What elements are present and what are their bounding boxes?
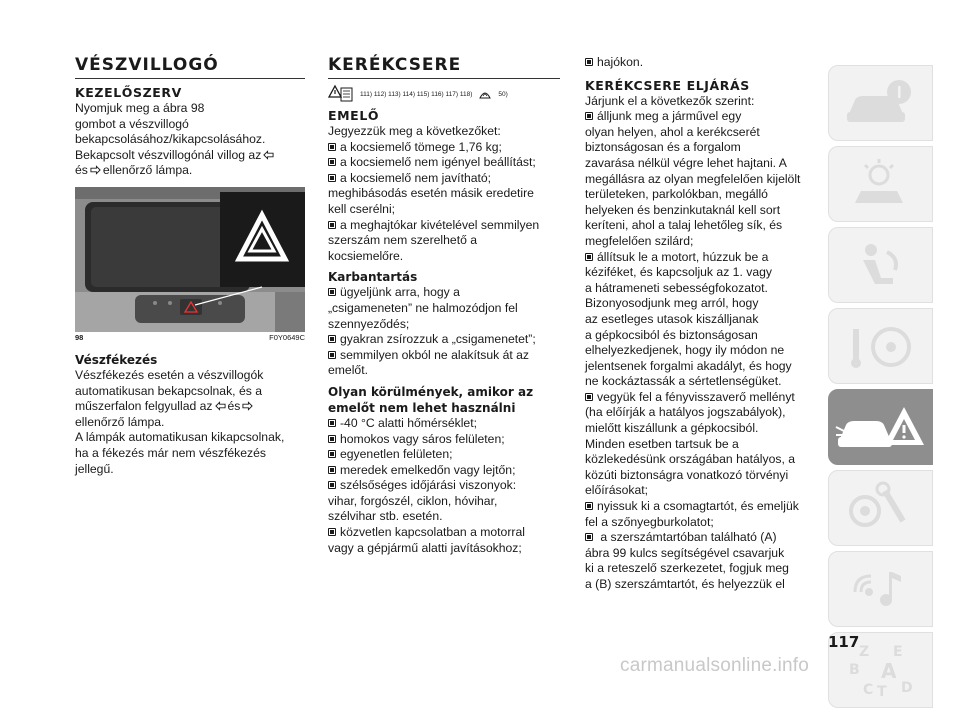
paragraph-line: biztonságosan és a forgalom <box>585 140 741 155</box>
multimedia-icon <box>841 562 921 617</box>
bullet-icon <box>328 528 336 536</box>
paragraph-line: automatikusan bekapcsolnak, és a <box>75 383 262 398</box>
bullet-icon <box>328 288 336 296</box>
bullet-icon <box>328 221 336 229</box>
list-item <box>328 447 560 463</box>
paragraph-line: ellenőrző lámpa. <box>75 414 165 429</box>
list-item <box>328 478 560 494</box>
figure-number: 98 <box>75 332 84 342</box>
seat-airbag-icon <box>841 238 921 293</box>
subheading-karbantartas: Karbantartás <box>328 270 418 285</box>
text: gyakran zsírozzuk a „csigamenetet”; <box>340 332 536 347</box>
paragraph-line: helyeken és benzinkutaknál kell sort <box>585 202 781 217</box>
paragraph-line <box>75 163 305 179</box>
car-warning-triangle-icon <box>836 397 926 457</box>
list-item <box>585 390 817 406</box>
bullet-icon <box>585 533 593 541</box>
engine-light-icon <box>841 157 921 212</box>
paragraph-line: ábra 99 kulcs segítségével csavarjuk <box>585 545 785 560</box>
environment-icon <box>478 89 492 99</box>
text: állítsuk le a motort, húzzuk be a <box>597 249 769 264</box>
text: homokos vagy sáros felületen; <box>340 431 505 446</box>
tab-maintenance[interactable] <box>828 470 933 546</box>
paragraph-line <box>75 399 305 415</box>
paragraph-line: a gépkocsiból és biztonságosan <box>585 327 758 342</box>
bullet-icon <box>585 58 593 66</box>
bullet-icon <box>585 112 593 120</box>
subheading-kezeloszerv: KEZELŐSZERV <box>75 85 182 100</box>
svg-text:D: D <box>900 680 913 696</box>
text: meredek emelkedőn vagy lejtőn; <box>340 462 516 477</box>
paragraph-line: emelőt. <box>328 363 368 378</box>
paragraph-line: jelentsenek forgalmi akadályt, és hogy <box>585 358 792 373</box>
text: és <box>75 163 88 178</box>
list-item <box>328 348 560 364</box>
bullet-icon <box>328 435 336 443</box>
paragraph-line: a (B) szerszámtartót, és helyezzük el <box>585 577 785 591</box>
svg-text:B: B <box>848 662 860 678</box>
list-item <box>328 332 560 348</box>
turn-signal-right-icon <box>242 401 253 411</box>
text: a szerszámtartóban található (A) <box>597 530 777 545</box>
list-item <box>328 463 560 479</box>
list-item <box>585 530 817 546</box>
paragraph-line: bekapcsolásához/kikapcsolásához. <box>75 132 266 147</box>
paragraph-line: zavarása nélkül végre lehet hajtani. A <box>585 155 787 170</box>
bullet-icon <box>585 253 593 261</box>
subheading-olyan-korulmenyek <box>328 384 560 416</box>
tab-starting[interactable] <box>828 308 933 384</box>
chapter-tab-sidebar <box>828 65 933 713</box>
section-title-kerekcsere: KERÉKCSERE <box>328 55 462 75</box>
bullet-icon <box>328 158 336 166</box>
text: a kocsiemelő tömege 1,76 kg; <box>340 139 502 154</box>
paragraph-line: keríteni, ahol a talaj lehetőleg sík, és <box>585 218 783 233</box>
paragraph-line: a hátrameneti sebességfokozatot. <box>585 280 768 295</box>
text: hajókon. <box>597 55 644 69</box>
steering-wheel-icon <box>841 319 921 374</box>
text: -40 °C alatti hőmérséklet; <box>340 415 477 430</box>
turn-signal-left-icon <box>215 401 226 411</box>
paragraph-line <box>75 148 305 164</box>
paragraph-line: „csigameneten” ne halmozódjon fel <box>328 300 518 315</box>
tab-dashboard[interactable] <box>828 65 933 141</box>
warning-refs: 111) 112) 113) 114) 115) 116) 117) 118) <box>360 90 473 98</box>
paragraph-line: Nyomjuk meg a ábra 98 <box>75 101 205 115</box>
list-item <box>328 285 560 301</box>
text: közvetlen kapcsolatban a motorral <box>340 525 525 540</box>
paragraph-line: ki a reteszelő szerkezetet, fogjuk meg <box>585 561 789 576</box>
service-wrench-icon <box>841 481 921 536</box>
text: a meghajtókar kivételével semmilyen <box>340 217 540 232</box>
text: vegyük fel a fényvisszaverő mellényt <box>597 389 795 404</box>
list-item <box>328 218 560 234</box>
dashboard-photo <box>75 187 305 332</box>
tab-emergency-active[interactable] <box>828 389 933 465</box>
turn-signal-icon <box>90 165 101 175</box>
title-rule <box>328 78 560 79</box>
svg-text:A: A <box>880 659 896 683</box>
bullet-icon <box>328 174 336 182</box>
text: semmilyen okból ne alakítsuk át az <box>340 347 529 362</box>
text: és <box>227 399 241 414</box>
list-item <box>585 499 817 515</box>
paragraph-line: vagy a gépjármű alatti javításokhoz; <box>328 540 522 555</box>
list-item <box>585 55 817 71</box>
text: a kocsiemelő nem igényel beállítást; <box>340 155 536 170</box>
paragraph-line: Vészfékezés esetén a vészvillogók <box>75 367 264 382</box>
paragraph-line: kell cserélni; <box>328 201 396 216</box>
paragraph-line: gombot a vészvillogó <box>75 116 189 131</box>
subheading-veszfekezes: Vészfékezés <box>75 352 158 367</box>
list-item <box>328 140 560 156</box>
paragraph-line: Járjunk el a következők szerint: <box>585 93 755 108</box>
paragraph-line: jellegű. <box>75 461 114 476</box>
list-item <box>328 416 560 432</box>
paragraph-line: ne kockáztassák a sértetlenségüket. <box>585 374 782 389</box>
paragraph-line: szélvihar stb. esetén. <box>328 509 443 524</box>
list-item <box>585 109 817 125</box>
svg-text:Z: Z <box>858 644 869 660</box>
hazard-indicator-icon <box>263 150 274 160</box>
paragraph-line: olyan helyen, ahol a kerékcserét <box>585 124 760 139</box>
heading-line: emelőt nem lehet használni <box>328 400 516 415</box>
list-item <box>328 171 560 187</box>
paragraph-line: vihar, forgószél, ciklon, hóvihar, <box>328 493 498 508</box>
list-item <box>328 525 560 541</box>
paragraph-line: megfelelően szilárd; <box>585 233 694 248</box>
bullet-icon <box>328 466 336 474</box>
text: Bekapcsolt vészvillogónál villog az <box>75 147 262 162</box>
subheading-kerekcsere-eljaras: KERÉKCSERE ELJÁRÁS <box>585 77 750 93</box>
bullet-icon <box>328 450 336 458</box>
warning-reference-row <box>328 85 560 103</box>
paragraph-line: közlekedésünk országában hatályos, a <box>585 452 796 467</box>
title-rule <box>75 78 305 79</box>
svg-text:C: C <box>862 682 873 698</box>
svg-text:E: E <box>892 644 903 660</box>
text: álljunk meg a járművel egy <box>597 109 742 124</box>
paragraph-line: A lámpák automatikusan kikapcsolnak, <box>75 430 285 445</box>
list-item <box>585 250 817 266</box>
bullet-icon <box>328 143 336 151</box>
list-item <box>328 155 560 171</box>
car-info-icon <box>841 76 921 131</box>
text: ellenőrző lámpa. <box>102 163 193 178</box>
text: a kocsiemelő nem javítható; <box>340 170 492 185</box>
paragraph-line: Jegyezzük meg a következőket: <box>328 124 501 138</box>
paragraph-line: ha a fékezés már nem vészfékezés <box>75 445 267 460</box>
paragraph-line: kocsiemelőre. <box>328 248 404 263</box>
paragraph-line: Bizonyosodjunk meg arról, hogy <box>585 296 759 311</box>
paragraph-line: az esetleges utasok kiszálljanak <box>585 311 759 326</box>
text: egyenetlen felületen; <box>340 447 453 462</box>
bullet-icon <box>585 393 593 401</box>
paragraph-line: területeken, parkolókban, megálló <box>585 187 768 202</box>
column-3 <box>585 55 817 593</box>
figure-dashboard-hazard-button <box>75 187 305 332</box>
watermark: carmanualsonline.info <box>620 655 810 676</box>
bullet-icon <box>328 335 336 343</box>
text: műszerfalon felgyullad az <box>75 399 213 414</box>
paragraph-line: elhelyezkedjenek, hogy ily módon ne <box>585 343 785 358</box>
text: nyissuk ki a csomagtartót, és emeljük <box>597 499 799 514</box>
bullet-icon <box>328 481 336 489</box>
paragraph-line: közúti biztonságra vonatkozó törvényi <box>585 467 789 482</box>
figure-code: F0Y0649C <box>269 332 305 342</box>
bullet-icon <box>328 419 336 427</box>
paragraph-line: Minden esetben tartsuk be a <box>585 436 739 451</box>
paragraph-line: előírásokat; <box>585 483 649 498</box>
column-1 <box>75 55 305 477</box>
text: ügyeljünk arra, hogy a <box>340 285 460 300</box>
heading-line: Olyan körülmények, amikor az <box>328 384 534 399</box>
paragraph-line: fel a szőnyegburkolatot; <box>585 514 714 529</box>
bullet-icon <box>328 351 336 359</box>
text: szélsőséges időjárási viszonyok: <box>340 478 517 493</box>
svg-text:T: T <box>876 684 887 700</box>
page-number: 117 <box>828 633 860 651</box>
warning-ref-2: 50) <box>498 90 508 98</box>
paragraph-line: (ha előírják a hatályos jogszabályok), <box>585 405 786 420</box>
tab-airbag[interactable] <box>828 227 933 303</box>
column-2 <box>328 55 560 556</box>
bullet-icon <box>585 502 593 510</box>
paragraph-line: szennyeződés; <box>328 316 410 331</box>
paragraph-line: meghibásodás esetén másik eredetire <box>328 186 534 201</box>
paragraph-line: megállásra az olyan megfelelően kijelölt <box>585 171 801 186</box>
tab-multimedia[interactable] <box>828 551 933 627</box>
subheading-emelo: EMELŐ <box>328 108 380 123</box>
list-item <box>328 432 560 448</box>
tab-safety[interactable] <box>828 146 933 222</box>
warning-manual-icon <box>328 85 354 103</box>
section-title-veszvillogo: VÉSZVILLOGÓ <box>75 55 219 75</box>
paragraph-line: szerszám nem szerelhető a <box>328 233 478 248</box>
paragraph-line: mielőtt kiszállunk a gépkocsiból. <box>585 421 759 436</box>
paragraph-line: kéziféket, és kapcsoljuk az 1. vagy <box>585 265 772 280</box>
